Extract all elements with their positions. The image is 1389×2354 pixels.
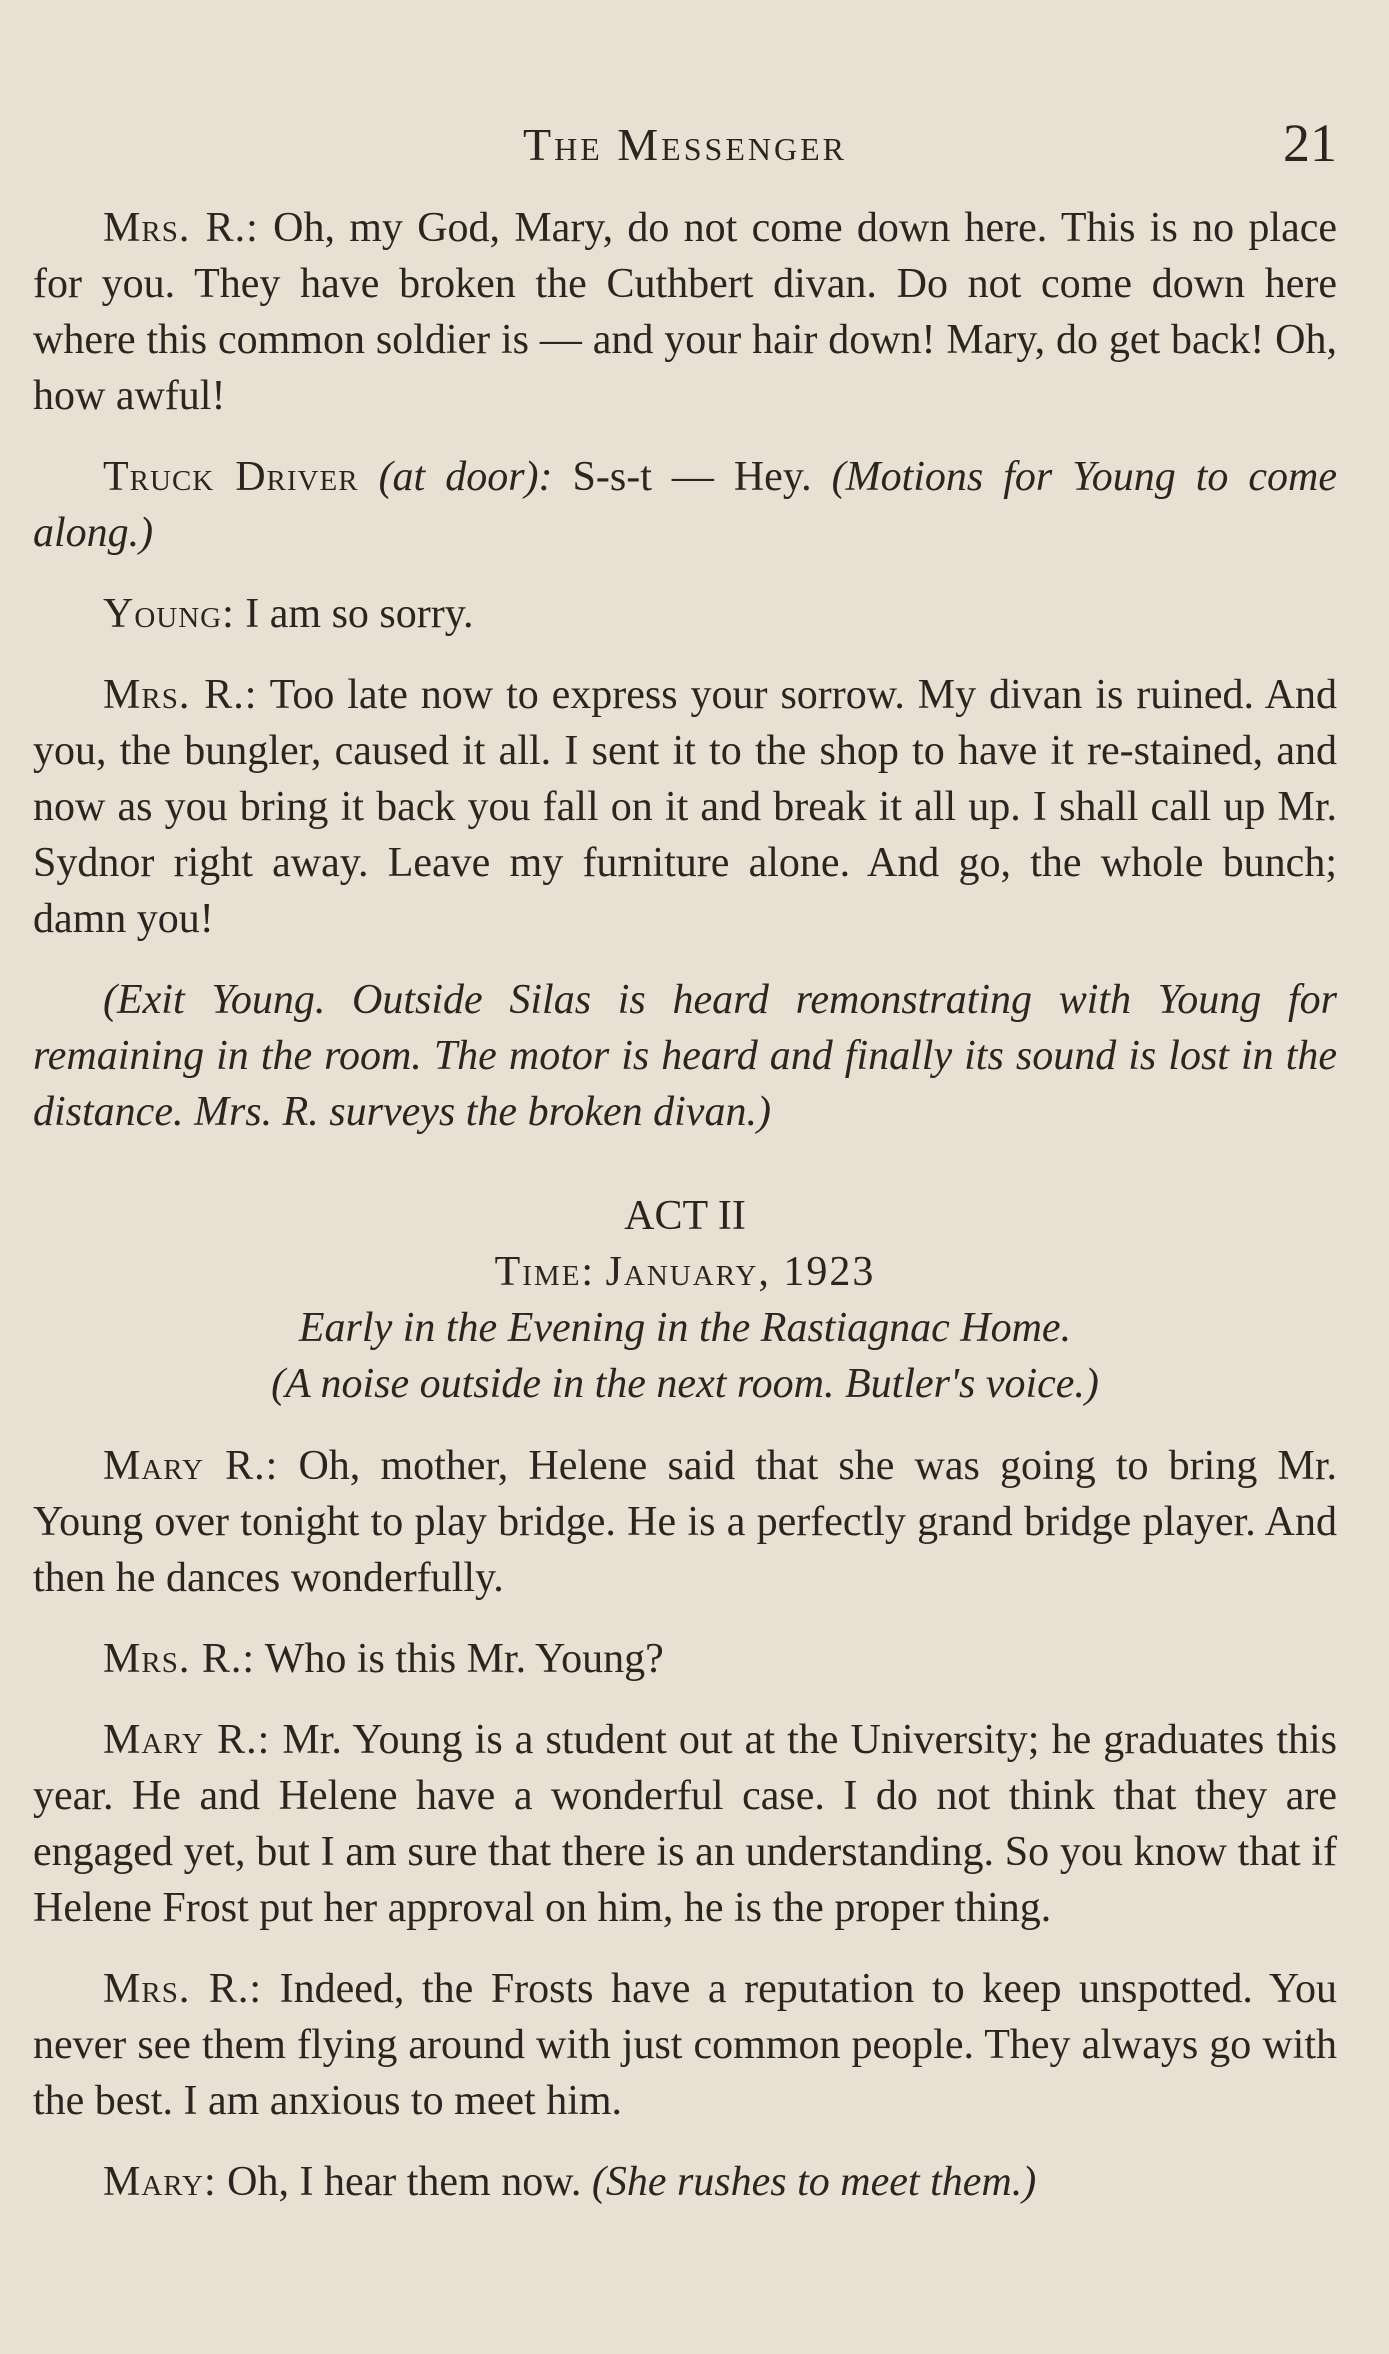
speech-text: Too late now to express your sorrow. My divan is ruined. And you, the bungler, caused it all. I sent it to the shop to have it re-stained, and now as you bring it back you fall on it and break it all up. I shall call up Mr. Sydnor right away. Leave my furniture alone. And go, the whole bunch; damn you! <box>33 672 1337 942</box>
time-label: Time: <box>494 1249 596 1295</box>
speech-text: I am so sorry. <box>245 591 474 637</box>
act-setting: Early in the Evening in the Rastiagnac Home. <box>298 1305 1072 1351</box>
speech-paragraph <box>33 1631 1337 1687</box>
speaker-name: Truck Driver <box>103 454 359 500</box>
time-value: January, 1923 <box>605 1249 876 1295</box>
speech-paragraph <box>33 2154 1337 2210</box>
speaker-name: Mary R.: <box>103 1717 271 1763</box>
speech-text: Oh, I hear them now. <box>227 2159 582 2205</box>
act-opening-direction: (A noise outside in the next room. Butler's voice.) <box>271 1361 1099 1407</box>
stage-direction: (She rushes to meet them.) <box>591 2159 1037 2205</box>
speech-text: S-s-t — Hey. <box>572 454 812 500</box>
speech-paragraph <box>33 586 1337 642</box>
speech-paragraph <box>33 1438 1337 1606</box>
act-time <box>33 1244 1337 1300</box>
speech-text: Mr. Young is a student out at the University; he graduates this year. He and Helene have a wonderful case. I do not think that they are engaged yet, but I am sure that there is an understanding. So you know that if Helene Frost put her approval on him, he is the proper thing. <box>33 1717 1338 1931</box>
speech-text: Who is this Mr. Young? <box>264 1636 664 1682</box>
speaker-name: Mrs. R.: <box>103 672 258 718</box>
speech-paragraph <box>33 667 1337 947</box>
stage-direction-paragraph: (Exit Young. Outside Silas is heard remonstrating with Young for remaining in the room. The motor is heard and finally its sound is lost in the distance. Mrs. R. surveys the broken divan.) <box>33 977 1337 1135</box>
page-header <box>33 112 1337 174</box>
speech-text: Oh, my God, Mary, do not come down here. This is no place for you. They have broken the Cuthbert divan. Do not come down here where this common soldier is — and your hair down! Mary, do get back! Oh, how awful! <box>33 205 1338 419</box>
speaker-name: Mrs. R.: <box>103 205 259 251</box>
stage-direction: (Motions for Young to come along.) <box>33 454 1338 556</box>
page-number: 21 <box>1283 113 1337 173</box>
speaker-name: Mrs. R.: <box>103 1966 263 2012</box>
speaker-name: Mary: <box>103 2159 217 2205</box>
speech-text: Oh, mother, Helene said that she was going to bring Mr. Young over tonight to play bridge. He is a perfectly grand bridge player. And then he dances wonderfully. <box>33 1443 1337 1601</box>
speech-text: Indeed, the Frosts have a reputation to keep unspotted. You never see them flying around with just common people. They always go with the best. I am anxious to meet him. <box>33 1966 1337 2124</box>
speech-paragraph <box>33 1712 1337 1936</box>
speech-paragraph <box>33 1961 1337 2129</box>
running-title: The Messenger <box>523 119 847 170</box>
speaker-name: Mrs. R.: <box>103 1636 255 1682</box>
speaker-name: Mary R.: <box>103 1443 279 1489</box>
speech-paragraph <box>33 200 1337 424</box>
act-title: ACT II <box>624 1193 746 1239</box>
speaker-name: Young: <box>103 591 235 637</box>
speaker-direction: (at door): <box>378 454 553 500</box>
speech-paragraph <box>33 449 1337 561</box>
